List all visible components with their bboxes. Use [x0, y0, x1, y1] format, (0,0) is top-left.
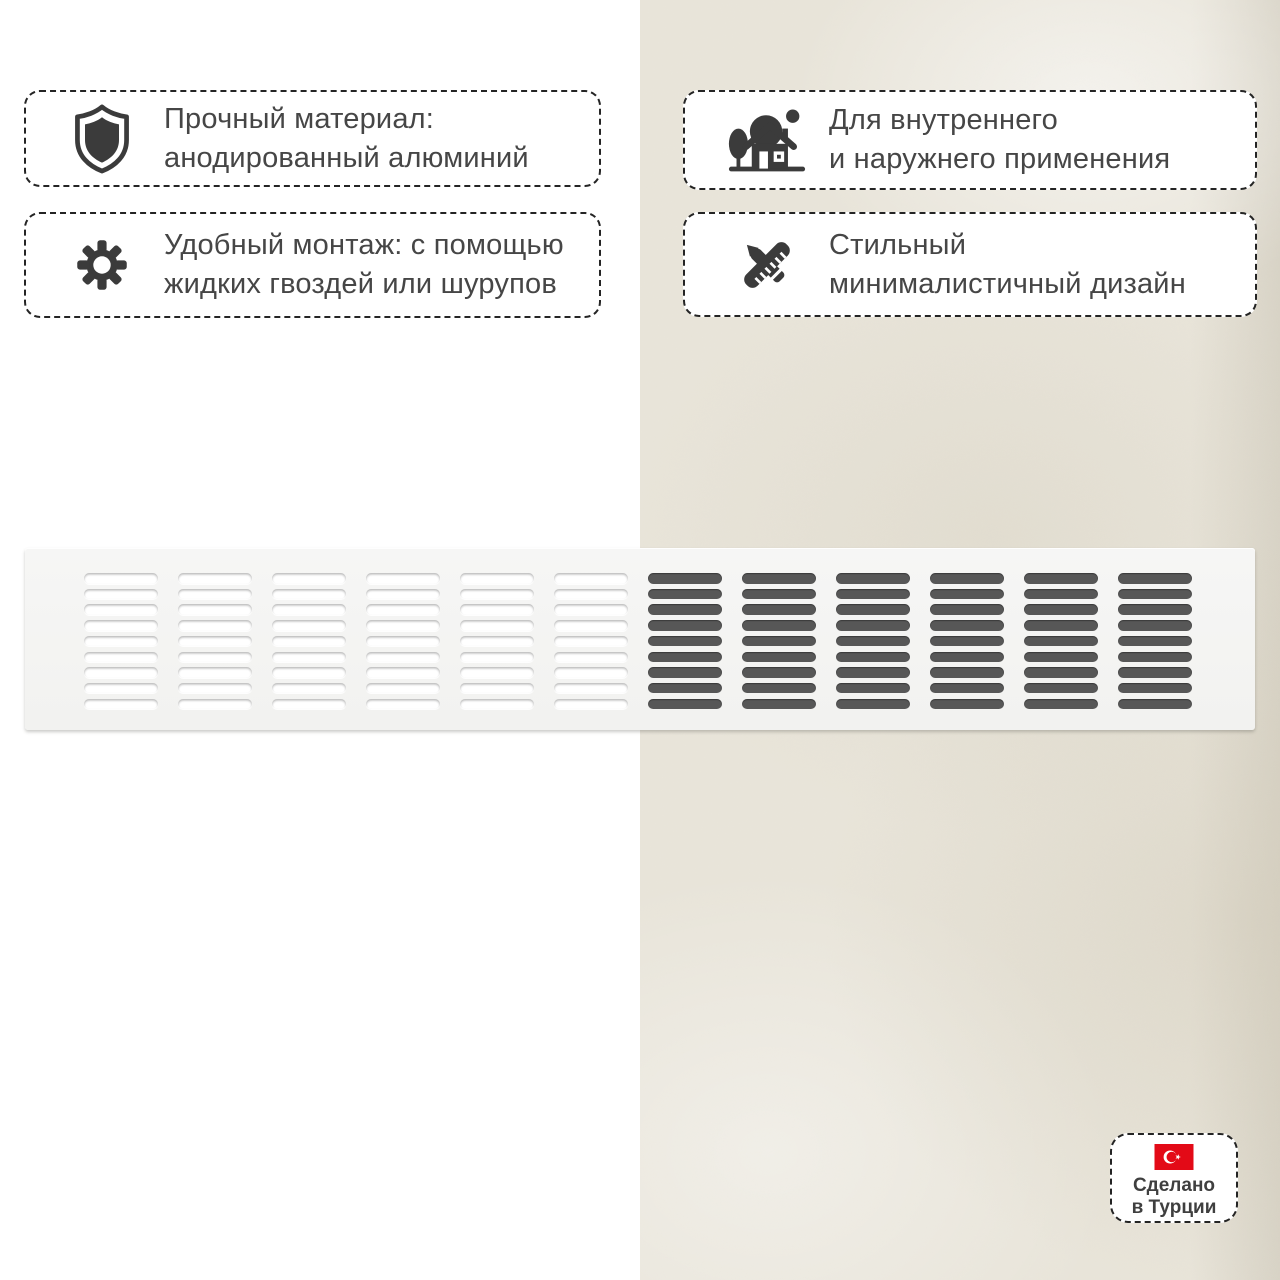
grille-slot: [366, 604, 440, 615]
grille-slot: [1024, 604, 1098, 615]
grille-slot: [366, 636, 440, 647]
grille-slot: [930, 636, 1004, 647]
grille-slot: [930, 699, 1004, 710]
grille-slot: [366, 683, 440, 694]
grille-slot: [648, 604, 722, 615]
grille-slot: [1024, 573, 1098, 584]
feature-line: Для внутреннего: [829, 104, 1059, 137]
grille-slot: [1118, 699, 1192, 710]
grille-slot: [84, 573, 158, 584]
grille-slot: [930, 604, 1004, 615]
feature-line: жидких гвоздей или шурупов: [164, 268, 557, 300]
grille-slot: [460, 573, 534, 584]
feature-line: Прочный материал:: [164, 102, 435, 135]
grille-slot: [1024, 699, 1098, 710]
grille-slot: [178, 683, 252, 694]
grille-slot: [84, 620, 158, 631]
feature-line: Удобный монтаж: с помощью: [164, 229, 564, 262]
grille-slot: [1118, 667, 1192, 678]
grille-slot: [272, 636, 346, 647]
shield-icon: [62, 103, 142, 175]
grille-slot: [742, 620, 816, 631]
grille-slot: [272, 699, 346, 710]
grille-slot: [178, 667, 252, 678]
pencil-ruler-icon: [727, 229, 807, 301]
feature-text-design: [829, 226, 1186, 303]
grille-slot: [460, 620, 534, 631]
grille-slot: [84, 589, 158, 600]
grille-slot: [1024, 589, 1098, 600]
grille-slot: [930, 652, 1004, 663]
grille-slot: [836, 667, 910, 678]
grille-slot: [742, 636, 816, 647]
grille-slot: [84, 699, 158, 710]
grille-slot: [836, 636, 910, 647]
grille-slot: [272, 573, 346, 584]
grille-slot: [178, 636, 252, 647]
grille-slot: [460, 683, 534, 694]
grille-slot: [366, 589, 440, 600]
grille-slot: [648, 652, 722, 663]
grille-slot: [836, 683, 910, 694]
grille-slot: [554, 652, 628, 663]
turkey-flag-icon: [1154, 1144, 1194, 1170]
grille-slot: [648, 620, 722, 631]
grille-slot: [554, 604, 628, 615]
grille-slot: [84, 683, 158, 694]
grille-slot: [178, 620, 252, 631]
grille-slot: [554, 589, 628, 600]
grille-slot: [272, 683, 346, 694]
grille-slot: [178, 652, 252, 663]
grille-slot: [742, 604, 816, 615]
grille-slot: [648, 699, 722, 710]
grille-slot: [930, 667, 1004, 678]
feature-box-usage: [683, 90, 1257, 190]
feature-line: минималистичный дизайн: [829, 267, 1186, 300]
grille-slot: [1118, 636, 1192, 647]
grille-slot: [272, 589, 346, 600]
grille-slot: [460, 589, 534, 600]
feature-box-design: [683, 212, 1257, 317]
grille-slot: [836, 573, 910, 584]
grille-slot: [554, 699, 628, 710]
grille-slot: [1024, 667, 1098, 678]
grille-slot: [554, 636, 628, 647]
feature-line: анодированный алюминий: [164, 141, 529, 174]
grille-slot: [460, 667, 534, 678]
grille-slot: [554, 620, 628, 631]
grille-slot: [648, 589, 722, 600]
grille-slot: [84, 636, 158, 647]
grille-slot: [272, 652, 346, 663]
grille-slot: [554, 683, 628, 694]
feature-line: Стильный: [829, 228, 967, 261]
grille-slot: [84, 652, 158, 663]
grille-slot: [1024, 620, 1098, 631]
grille-slot: [178, 573, 252, 584]
grille-slot: [836, 604, 910, 615]
grille-slot: [742, 573, 816, 584]
grille-slot: [930, 683, 1004, 694]
grille-slot: [178, 589, 252, 600]
grille-slot: [1024, 683, 1098, 694]
feature-text-material: [164, 100, 529, 177]
grille-slot: [554, 667, 628, 678]
grille-slot: [1024, 652, 1098, 663]
grille-slot: [366, 620, 440, 631]
grille-slot: [1024, 636, 1098, 647]
made-in-line: в Турции: [1131, 1196, 1217, 1218]
grille-slot: [930, 589, 1004, 600]
grille-slot: [930, 620, 1004, 631]
ventilation-grille: [25, 548, 1255, 730]
grille-slot: [1118, 604, 1192, 615]
house-outdoor-icon: [727, 104, 807, 176]
made-in-turkey-badge: [1110, 1133, 1238, 1223]
grille-slot: [648, 573, 722, 584]
grille-slot: [1118, 683, 1192, 694]
grille-slot: [272, 667, 346, 678]
grille-slot: [84, 667, 158, 678]
grille-slot: [930, 573, 1004, 584]
grille-slot: [836, 699, 910, 710]
feature-text-usage: [829, 101, 1170, 178]
gear-icon: [62, 229, 142, 301]
grille-slot: [1118, 620, 1192, 631]
grille-slot: [460, 636, 534, 647]
grille-slot: [178, 604, 252, 615]
grille-slot: [742, 589, 816, 600]
grille-slot: [742, 683, 816, 694]
grille-slot: [1118, 652, 1192, 663]
grille-slot: [272, 604, 346, 615]
grille-slot: [836, 652, 910, 663]
grille-slot: [84, 604, 158, 615]
feature-text-mounting: [164, 226, 564, 303]
grille-slot: [460, 604, 534, 615]
grille-slot: [742, 652, 816, 663]
grille-slot: [742, 667, 816, 678]
grille-slot: [1118, 589, 1192, 600]
grille-slot: [366, 573, 440, 584]
grille-slot: [366, 652, 440, 663]
grille-slot: [178, 699, 252, 710]
grille-slot: [554, 573, 628, 584]
grille-slot: [1118, 573, 1192, 584]
grille-slot: [272, 620, 346, 631]
feature-box-mounting: [24, 212, 601, 318]
grille-slot: [366, 699, 440, 710]
grille-slot: [648, 636, 722, 647]
made-in-label: [1132, 1175, 1217, 1219]
grille-slot: [460, 699, 534, 710]
grille-slot: [648, 683, 722, 694]
grille-slot: [836, 620, 910, 631]
made-in-line: Сделано: [1132, 1175, 1216, 1196]
grille-slot: [836, 589, 910, 600]
grille-slot: [460, 652, 534, 663]
feature-line: и наружнего применения: [829, 143, 1171, 175]
grille-slot: [366, 667, 440, 678]
feature-box-material: [24, 90, 601, 187]
grille-slot: [648, 667, 722, 678]
grille-slot: [742, 699, 816, 710]
